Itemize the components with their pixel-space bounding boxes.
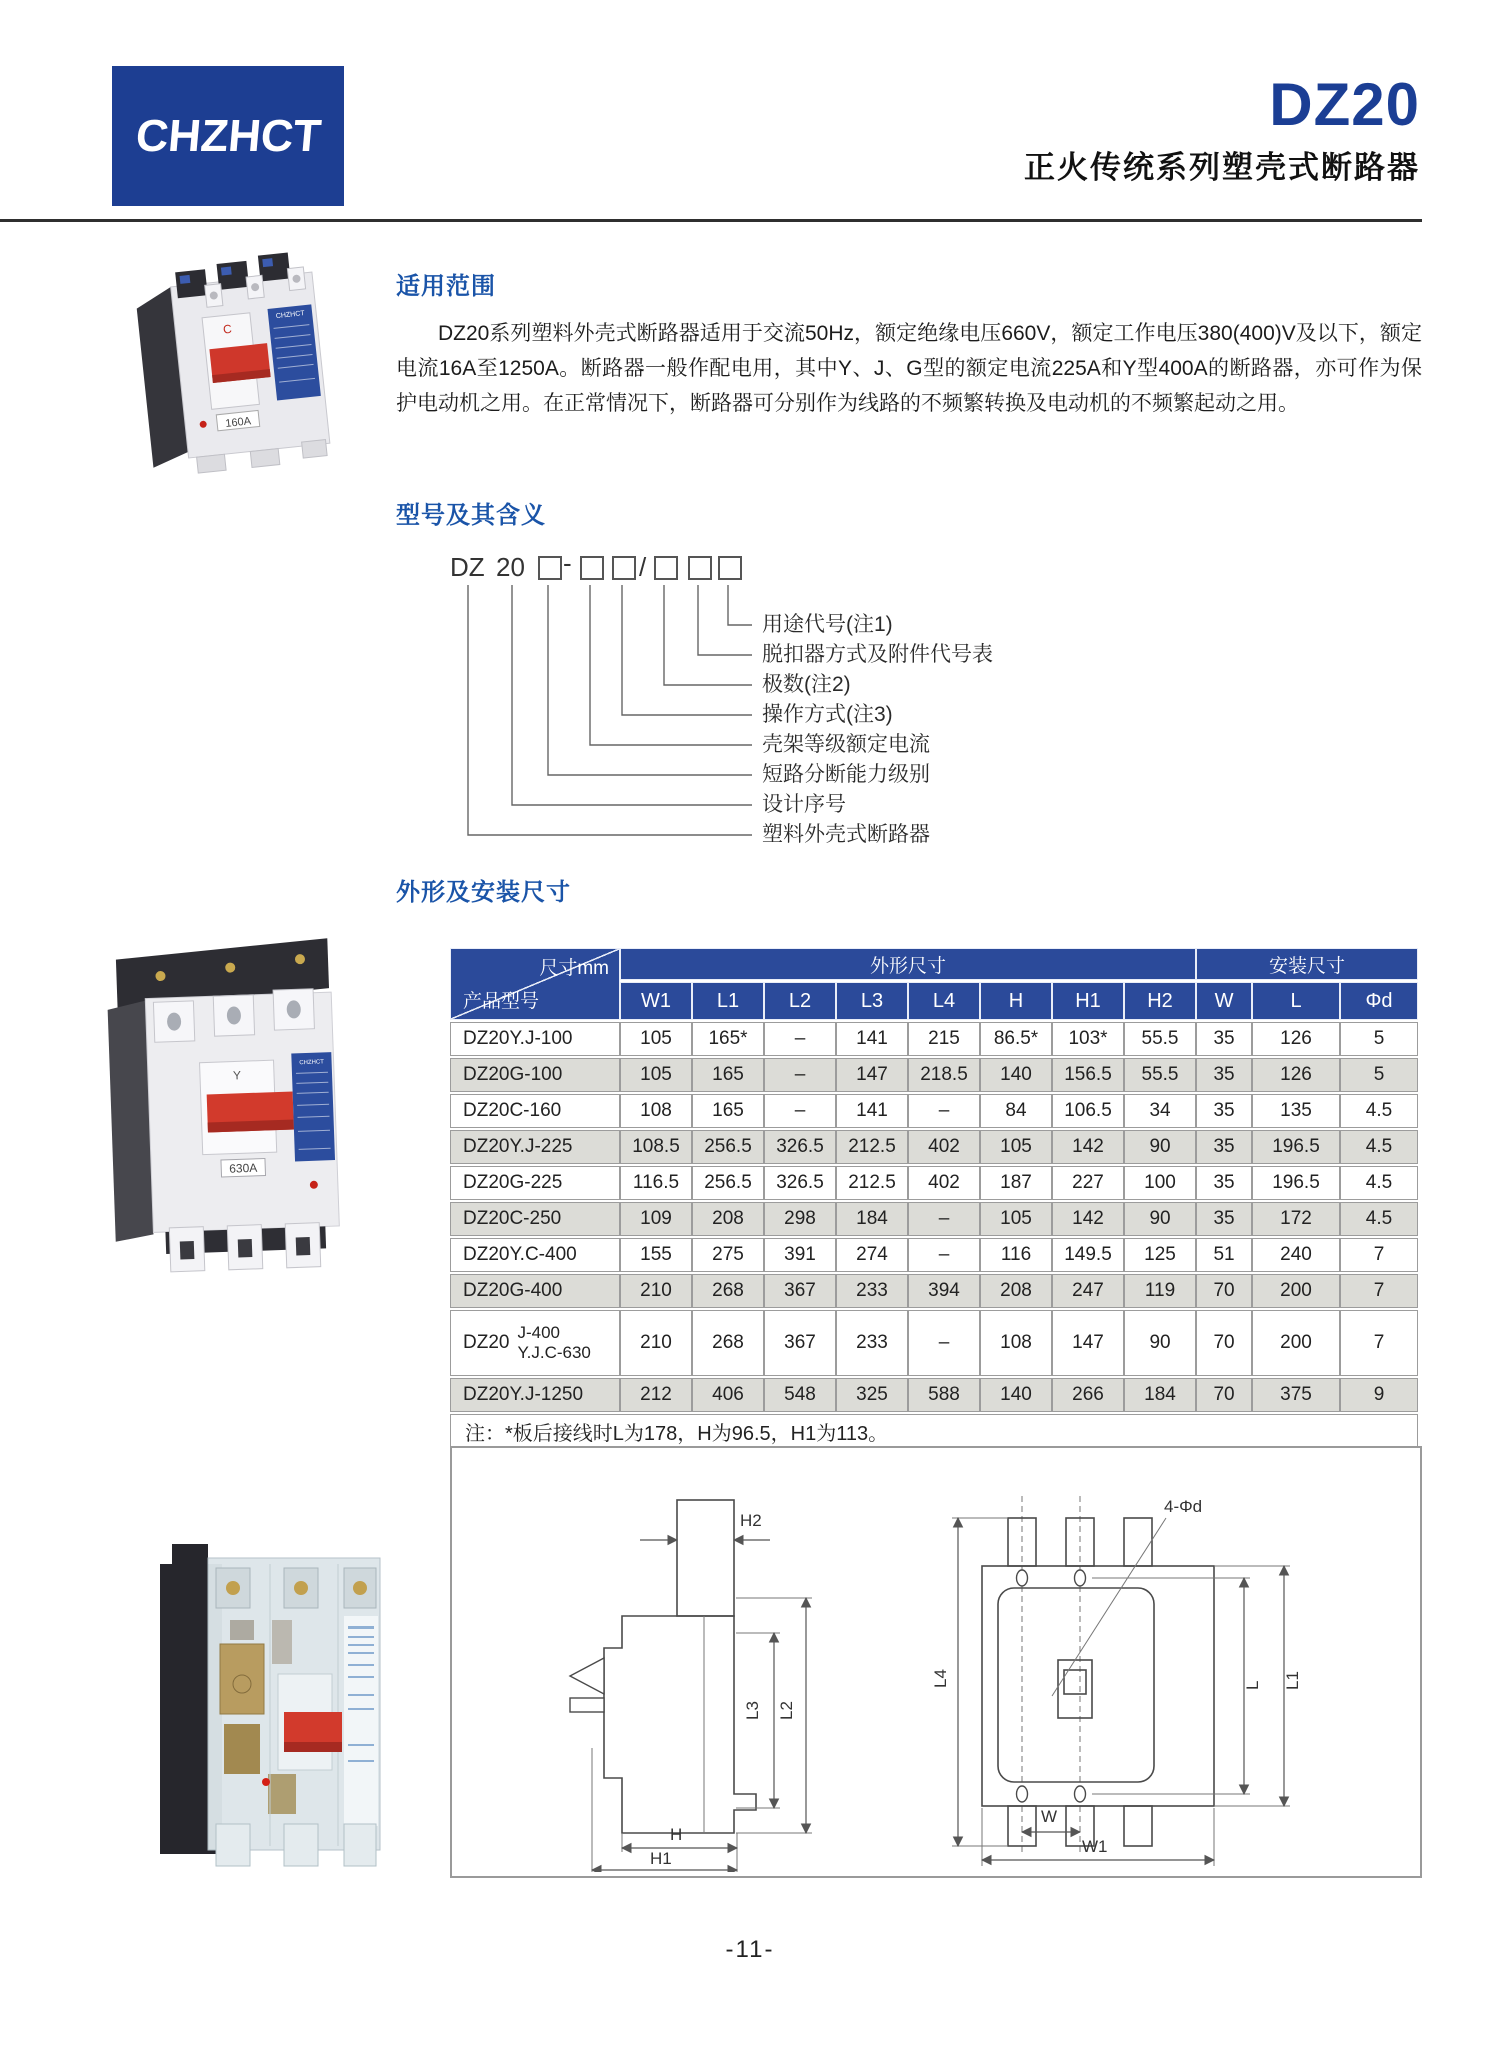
- dimension-cell: 394: [908, 1274, 980, 1308]
- dimension-cell: 7: [1340, 1310, 1418, 1376]
- table-row: [450, 1166, 1418, 1200]
- dimension-cell: 147: [1052, 1310, 1124, 1376]
- dimension-cell: 196.5: [1252, 1130, 1340, 1164]
- model-code-box: [612, 556, 636, 580]
- page-number: -11-: [725, 1936, 775, 1963]
- column-header: L: [1252, 982, 1340, 1020]
- dimension-cell: 184: [836, 1202, 908, 1236]
- dimension-cell: 184: [1124, 1378, 1196, 1412]
- spec-sticker: [291, 1052, 335, 1161]
- dimension-cell: 375: [1252, 1378, 1340, 1412]
- dimension-cell: –: [908, 1238, 980, 1272]
- dimension-cell: 208: [692, 1202, 764, 1236]
- dimension-cell: 402: [908, 1166, 980, 1200]
- dimension-cell: 7: [1340, 1238, 1418, 1272]
- dimension-cell: 116: [980, 1238, 1052, 1272]
- dimension-cell: 268: [692, 1310, 764, 1376]
- dimension-cell: 156.5: [1052, 1058, 1124, 1092]
- dimension-cell: 588: [908, 1378, 980, 1412]
- column-header: L3: [836, 982, 908, 1020]
- dimension-cell: 51: [1196, 1238, 1252, 1272]
- scope-paragraph: DZ20系列塑料外壳式断路器适用于交流50Hz，额定绝缘电压660V，额定工作电压380(400)V及以下，额定电流16A至1250A。断路器一般作配电用，其中Y、J、G型的额定电流225A和Y型400A的断路器，亦可作为保护电动机之用。在正常情况下，断路器可分别作为线路的不频繁转换及电动机的不频繁起动之用。: [396, 322, 1422, 415]
- dimension-cell: 227: [1052, 1166, 1124, 1200]
- table-row: [450, 1022, 1418, 1056]
- model-code-label: 脱扣器方式及附件代号表: [762, 643, 993, 666]
- table-note: 注：*板后接线时L为178，H为96.5，H1为113。: [450, 1414, 1418, 1448]
- dimension-cell: 55.5: [1124, 1058, 1196, 1092]
- amp-rating-label: 160A: [224, 415, 252, 430]
- dimension-cell: 109: [620, 1202, 692, 1236]
- dimension-cell: 187: [980, 1166, 1052, 1200]
- dimension-cell: –: [908, 1094, 980, 1128]
- dimension-cell: 367: [764, 1274, 836, 1308]
- model-code-slash: /: [639, 552, 647, 582]
- section-heading-scope: 适用范围: [396, 273, 496, 300]
- brand-logo-box: [112, 66, 344, 206]
- svg-text:L: L: [1243, 1680, 1262, 1690]
- svg-text:L1: L1: [1283, 1671, 1302, 1690]
- table-row: [450, 1130, 1418, 1164]
- side-view-drawing: [570, 1500, 812, 1872]
- dimension-cell: 200: [1252, 1310, 1340, 1376]
- sticker-brand-text: CHZHCT: [275, 310, 305, 321]
- dimension-cell: 268: [692, 1274, 764, 1308]
- svg-text:L3: L3: [743, 1701, 762, 1720]
- dimension-cell: 548: [764, 1378, 836, 1412]
- model-code-series: 20: [496, 552, 525, 582]
- dimension-cell: 35: [1196, 1202, 1252, 1236]
- dimension-cell: 70: [1196, 1274, 1252, 1308]
- svg-text:H2: H2: [740, 1511, 762, 1530]
- product-model-cell: DZ20G-400: [450, 1274, 620, 1308]
- dimension-cell: 4.5: [1340, 1166, 1418, 1200]
- svg-text:H1: H1: [650, 1849, 672, 1868]
- model-code-label: 塑料外壳式断路器: [762, 823, 930, 846]
- dimension-cell: 147: [836, 1058, 908, 1092]
- dimension-drawing: [450, 1446, 1422, 1878]
- table-row: [450, 1202, 1418, 1236]
- dimension-cell: 7: [1340, 1274, 1418, 1308]
- column-header: L1: [692, 982, 764, 1020]
- product-photo-breaker-transparent: [146, 1524, 392, 1874]
- dimension-cell: 105: [620, 1058, 692, 1092]
- dimension-cell: 140: [980, 1378, 1052, 1412]
- dimension-cell: 126: [1252, 1058, 1340, 1092]
- dimension-cell: 55.5: [1124, 1022, 1196, 1056]
- svg-text:W: W: [1041, 1807, 1058, 1826]
- dimension-cell: –: [764, 1094, 836, 1128]
- dimension-cell: 105: [620, 1022, 692, 1056]
- dimension-cell: 196.5: [1252, 1166, 1340, 1200]
- dimension-cell: 326.5: [764, 1166, 836, 1200]
- front-view-drawing: [931, 1496, 1302, 1866]
- dimension-cell: 4.5: [1340, 1130, 1418, 1164]
- dimension-cell: 275: [692, 1238, 764, 1272]
- table-body: [450, 1022, 1418, 1448]
- section-heading-model: 型号及其含义: [396, 502, 546, 529]
- dimension-cell: 326.5: [764, 1130, 836, 1164]
- indicator-dot: [262, 1778, 270, 1786]
- dimension-cell: 90: [1124, 1202, 1196, 1236]
- dimension-cell: 90: [1124, 1310, 1196, 1376]
- svg-text:W1: W1: [1082, 1837, 1108, 1856]
- column-header: H: [980, 982, 1052, 1020]
- dimension-cell: 35: [1196, 1166, 1252, 1200]
- dimension-cell: 274: [836, 1238, 908, 1272]
- dimension-cell: 208: [980, 1274, 1052, 1308]
- dimension-cell: –: [908, 1202, 980, 1236]
- dimension-cell: 402: [908, 1130, 980, 1164]
- dimension-cell: 103*: [1052, 1022, 1124, 1056]
- dimension-cell: 256.5: [692, 1130, 764, 1164]
- dimension-cell: 391: [764, 1238, 836, 1272]
- product-model-prefix: DZ20: [463, 1332, 510, 1353]
- page-subtitle: 正火传统系列塑壳式断路器: [1024, 150, 1420, 185]
- dimension-cell: 35: [1196, 1130, 1252, 1164]
- dimension-cell: 5: [1340, 1022, 1418, 1056]
- product-model-cell: DZ20C-160: [450, 1094, 620, 1128]
- dimension-cell: 90: [1124, 1130, 1196, 1164]
- amp-rating-label: 630A: [229, 1160, 258, 1176]
- dimension-cell: 141: [836, 1094, 908, 1128]
- svg-text:L4: L4: [931, 1669, 950, 1688]
- table-row: [450, 1274, 1418, 1308]
- dimension-cell: 142: [1052, 1130, 1124, 1164]
- table-note-row: [450, 1414, 1418, 1448]
- dimension-cell: 105: [980, 1130, 1052, 1164]
- table-corner-cell: [450, 948, 620, 1020]
- sticker-brand-text: CHZHCT: [299, 1059, 325, 1067]
- brand-logo: CHZHCT: [133, 110, 323, 161]
- column-header: Φd: [1340, 982, 1418, 1020]
- product-model-label: [463, 1323, 618, 1363]
- group-header: 外形尺寸: [620, 948, 1196, 980]
- dimension-cell: 116.5: [620, 1166, 692, 1200]
- product-model-cell: DZ20Y.J-1250: [450, 1378, 620, 1412]
- model-code-label: 短路分断能力级别: [762, 763, 930, 786]
- product-model-cell: [450, 1310, 620, 1376]
- dimension-cell: 218.5: [908, 1058, 980, 1092]
- dimension-cell: 100: [1124, 1166, 1196, 1200]
- corner-label-top: 尺寸mm: [539, 958, 609, 979]
- dimension-cell: 119: [1124, 1274, 1196, 1308]
- model-code-label: 设计序号: [762, 793, 846, 816]
- column-header: L2: [764, 982, 836, 1020]
- dimension-cell: 34: [1124, 1094, 1196, 1128]
- model-code-box: [688, 556, 712, 580]
- variant-line: J-400: [517, 1323, 560, 1342]
- table-head: [450, 948, 1418, 1020]
- dimension-cell: 140: [980, 1058, 1052, 1092]
- dimension-cell: 86.5*: [980, 1022, 1052, 1056]
- dimension-cell: 247: [1052, 1274, 1124, 1308]
- dimension-cell: 108: [620, 1094, 692, 1128]
- dimension-cell: 5: [1340, 1058, 1418, 1092]
- product-model-cell: DZ20Y.J-100: [450, 1022, 620, 1056]
- dimension-cell: 4.5: [1340, 1202, 1418, 1236]
- svg-text:H: H: [670, 1825, 683, 1844]
- dimension-cell: 142: [1052, 1202, 1124, 1236]
- dimension-cell: 367: [764, 1310, 836, 1376]
- dimension-cell: 406: [692, 1378, 764, 1412]
- section-heading-dimensions: 外形及安装尺寸: [396, 879, 571, 906]
- table-row: [450, 1378, 1418, 1412]
- dimension-cell: 141: [836, 1022, 908, 1056]
- product-model-cell: DZ20C-250: [450, 1202, 620, 1236]
- product-model-variants: [517, 1323, 590, 1363]
- dimension-cell: 200: [1252, 1274, 1340, 1308]
- product-photo-breaker-large: [95, 926, 347, 1282]
- product-photo-breaker-small: [113, 248, 331, 480]
- dimension-cell: 84: [980, 1094, 1052, 1128]
- dimension-cell: 4.5: [1340, 1094, 1418, 1128]
- dimension-cell: 108: [980, 1310, 1052, 1376]
- dimension-cell: 9: [1340, 1378, 1418, 1412]
- dimension-cell: 126: [1252, 1022, 1340, 1056]
- group-header: 安装尺寸: [1196, 948, 1418, 980]
- dimension-cell: 212.5: [836, 1166, 908, 1200]
- svg-text:L2: L2: [777, 1701, 796, 1720]
- dimension-cell: 266: [1052, 1378, 1124, 1412]
- model-code-dash: -: [563, 548, 572, 578]
- dimension-cell: 233: [836, 1274, 908, 1308]
- dimension-cell: 298: [764, 1202, 836, 1236]
- product-model-cell: DZ20G-225: [450, 1166, 620, 1200]
- dimension-cell: 135: [1252, 1094, 1340, 1128]
- table-header-row: [450, 948, 1418, 980]
- dimension-cell: 108.5: [620, 1130, 692, 1164]
- dimension-cell: 215: [908, 1022, 980, 1056]
- column-header: H1: [1052, 982, 1124, 1020]
- variant-line: Y.J.C-630: [517, 1343, 591, 1362]
- column-header: L4: [908, 982, 980, 1020]
- toggle-marking: Y: [232, 1068, 242, 1083]
- dimension-cell: 165: [692, 1094, 764, 1128]
- dimension-cell: 210: [620, 1274, 692, 1308]
- dimension-cell: 106.5: [1052, 1094, 1124, 1128]
- model-code-box: [718, 556, 742, 580]
- dimension-cell: 165: [692, 1058, 764, 1092]
- toggle-marking: C: [222, 321, 233, 337]
- product-model-cell: DZ20Y.C-400: [450, 1238, 620, 1272]
- column-header: H2: [1124, 982, 1196, 1020]
- column-header: W1: [620, 982, 692, 1020]
- dimension-cell: 35: [1196, 1058, 1252, 1092]
- corner-label-bottom: 产品型号: [463, 991, 540, 1012]
- dimension-cell: 325: [836, 1378, 908, 1412]
- dimension-cell: 256.5: [692, 1166, 764, 1200]
- dimension-cell: 155: [620, 1238, 692, 1272]
- dimension-cell: 212.5: [836, 1130, 908, 1164]
- dimension-cell: 125: [1124, 1238, 1196, 1272]
- dimension-cell: 165*: [692, 1022, 764, 1056]
- dimension-cell: 172: [1252, 1202, 1340, 1236]
- dimension-cell: 210: [620, 1310, 692, 1376]
- model-code-box: [654, 556, 678, 580]
- dimension-cell: –: [764, 1022, 836, 1056]
- model-code-prefix: DZ: [450, 552, 485, 582]
- dimensions-table: [450, 946, 1418, 1450]
- column-header: W: [1196, 982, 1252, 1020]
- model-code-label: 操作方式(注3): [762, 703, 893, 726]
- dimension-cell: 70: [1196, 1310, 1252, 1376]
- model-code-box: [538, 556, 562, 580]
- dimension-cell: 35: [1196, 1094, 1252, 1128]
- header-divider: [0, 219, 1422, 222]
- dimension-cell: 35: [1196, 1022, 1252, 1056]
- table-row: [450, 1094, 1418, 1128]
- product-model-cell: DZ20G-100: [450, 1058, 620, 1092]
- table-row: [450, 1058, 1418, 1092]
- dimension-cell: 212: [620, 1378, 692, 1412]
- page-title: DZ20: [1269, 71, 1420, 138]
- table-row: [450, 1310, 1418, 1376]
- table-row: [450, 1238, 1418, 1272]
- svg-text:4-Φd: 4-Φd: [1164, 1497, 1203, 1516]
- dimension-cell: –: [764, 1058, 836, 1092]
- model-code-label: 极数(注2): [762, 673, 851, 696]
- dimension-cell: 233: [836, 1310, 908, 1376]
- model-code-label: 用途代号(注1): [762, 613, 893, 636]
- dimension-cell: 70: [1196, 1378, 1252, 1412]
- model-code-box: [580, 556, 604, 580]
- dimension-cell: –: [908, 1310, 980, 1376]
- dimension-cell: 105: [980, 1202, 1052, 1236]
- model-code-label: 壳架等级额定电流: [762, 733, 930, 756]
- dimension-cell: 240: [1252, 1238, 1340, 1272]
- dimension-cell: 149.5: [1052, 1238, 1124, 1272]
- product-model-cell: DZ20Y.J-225: [450, 1130, 620, 1164]
